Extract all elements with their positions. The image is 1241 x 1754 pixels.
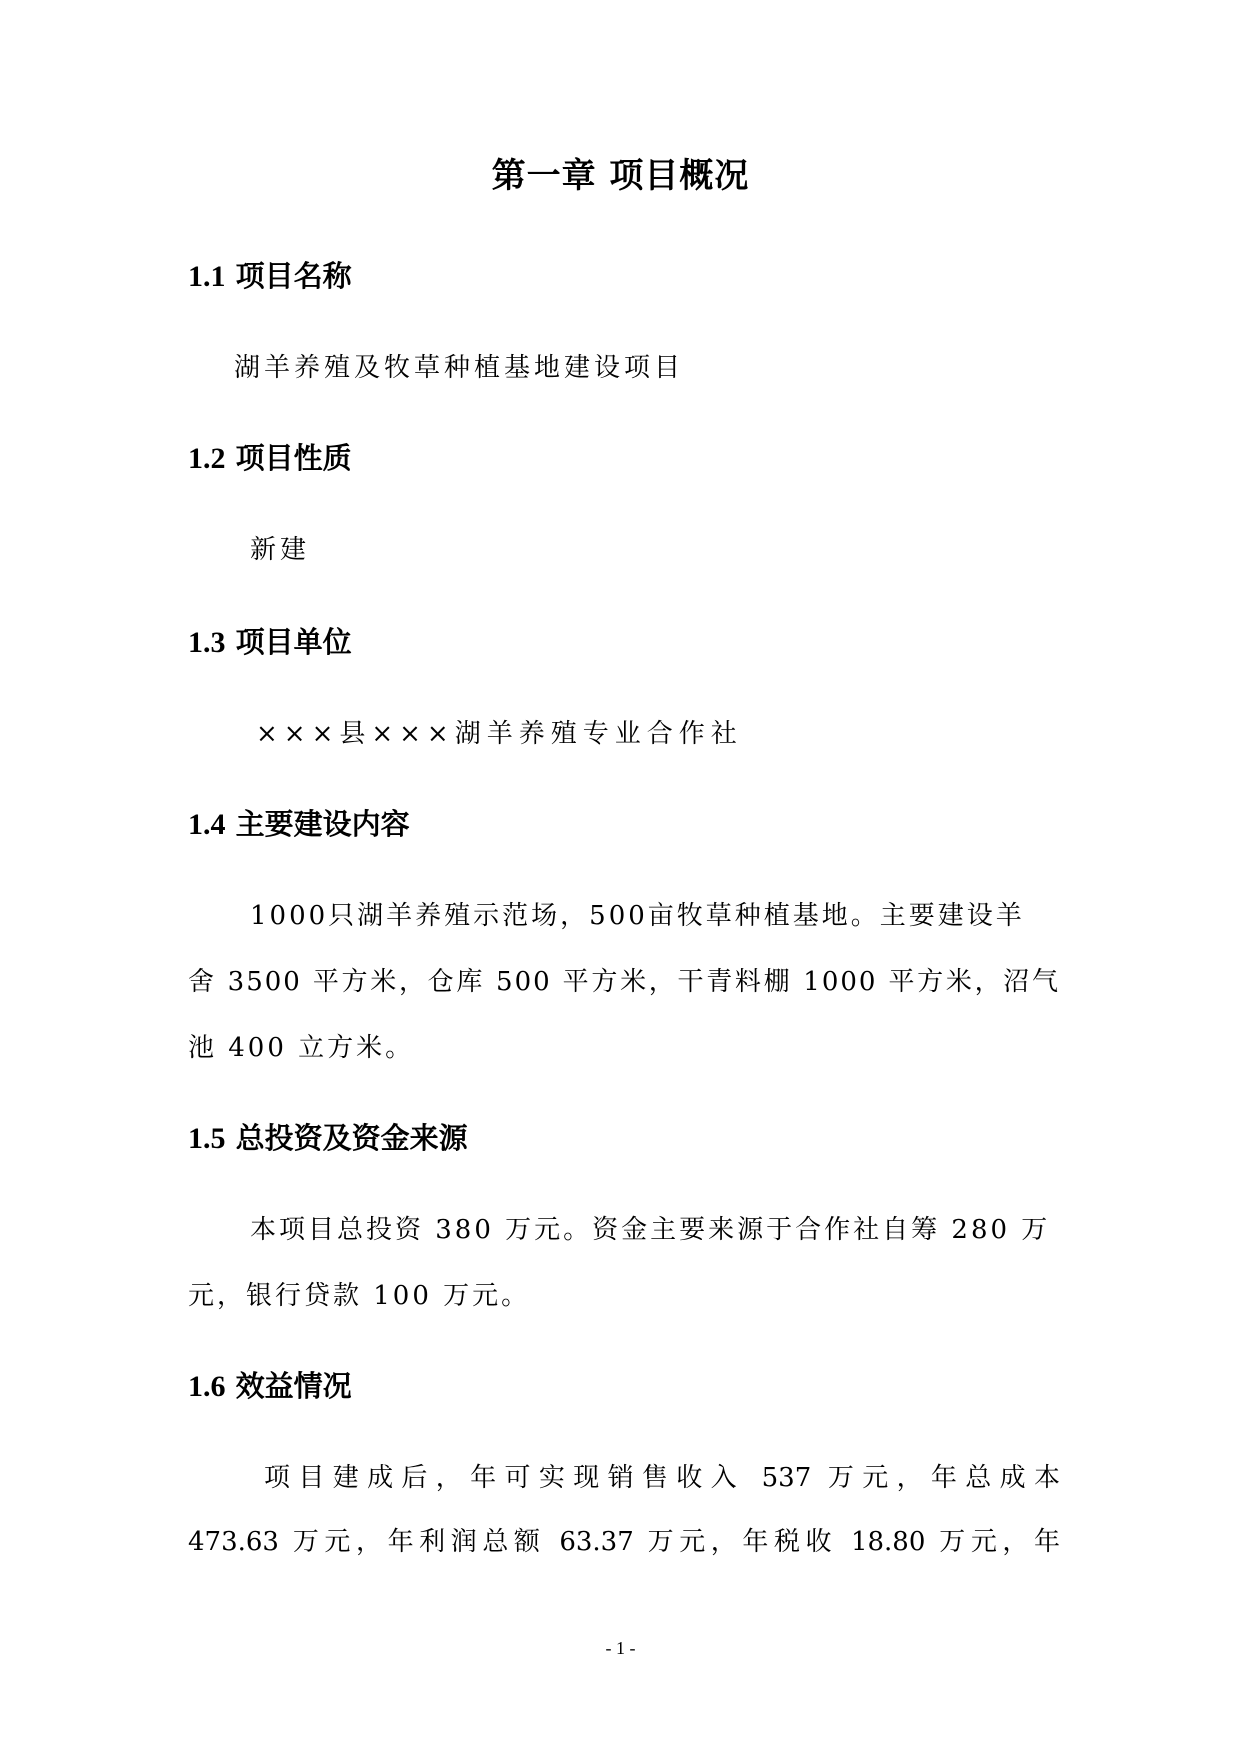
section-heading-1-4: [188, 804, 410, 845]
construction-line-3: 池 400 立方米。: [188, 1033, 415, 1063]
benefit-line-1: 项目建成后，年可实现销售收入 537 万元，年总成本: [264, 1463, 1060, 1493]
section-title: 总投资及资金来源: [235, 1121, 468, 1155]
section-number: 1.6: [188, 1370, 226, 1403]
section-title: 项目名称: [235, 259, 352, 293]
section-title: 效益情况: [235, 1369, 352, 1403]
section-heading-1-2: [188, 438, 352, 479]
section-heading-1-5: [188, 1118, 468, 1159]
project-nature-text: 新建: [250, 535, 311, 565]
benefit-line-2: 473.63 万元，年利润总额 63.37 万元，年税收 18.80 万元，年: [188, 1527, 1060, 1557]
investment-line-2: 元，银行贷款 100 万元。: [188, 1281, 531, 1311]
project-unit-text: ×××县×××湖羊养殖专业合作社: [256, 719, 743, 749]
section-title: 项目性质: [235, 441, 352, 475]
construction-line-1: 1000只湖羊养殖示范场，500亩牧草种植基地。主要建设羊: [250, 901, 1025, 931]
section-number: 1.2: [188, 442, 226, 475]
section-number: 1.1: [188, 260, 226, 293]
section-heading-1-1: [188, 256, 352, 297]
section-number: 1.4: [188, 808, 226, 841]
section-heading-1-3: [188, 622, 352, 663]
construction-line-2: 舍 3500 平方米，仓库 500 平方米，干青料棚 1000 平方米，沼气: [188, 967, 1060, 997]
investment-line-1: 本项目总投资 380 万元。资金主要来源于合作社自筹 280 万: [250, 1215, 1051, 1245]
chapter-title: 第一章 项目概况: [491, 156, 750, 196]
project-name-text: 湖羊养殖及牧草种植基地建设项目: [234, 353, 685, 383]
section-title: 项目单位: [235, 625, 352, 659]
section-heading-1-6: [188, 1366, 352, 1407]
section-number: 1.5: [188, 1122, 226, 1155]
section-number: 1.3: [188, 626, 226, 659]
section-title: 主要建设内容: [235, 807, 410, 841]
page-number: - 1 -: [605, 1638, 636, 1658]
